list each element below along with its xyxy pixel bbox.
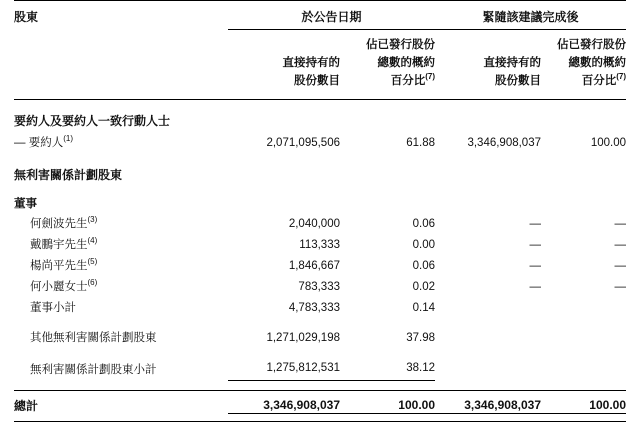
footnote-marker-4: (4) — [87, 236, 98, 246]
footnote-marker-3: (3) — [87, 215, 98, 225]
cell-value — [541, 298, 626, 319]
cell-value: 4,783,333 — [288, 302, 340, 315]
cell-value — [435, 358, 541, 381]
cell-value: 38.12 — [340, 358, 435, 381]
section-heading-disinterested-label: 無利害關係計劃股東 — [14, 168, 123, 183]
cell-value: 0.02 — [412, 281, 435, 294]
cell-value: 100.00 — [590, 137, 626, 150]
cell-value: 783,333 — [298, 281, 340, 294]
footnote-marker-6: (6) — [87, 278, 98, 288]
cell-value: 61.88 — [406, 137, 435, 150]
cell-value: 2,071,095,506 — [266, 137, 340, 150]
cell-value: 1,846,667 — [288, 260, 340, 273]
section-heading-offeror — [14, 100, 626, 133]
table-bottom-rule — [14, 421, 626, 422]
subheader-percent-1: 佔已發行股份 總數的概約 百分比$^{(7)}$ — [366, 39, 435, 87]
cell-value: 1,275,812,531 — [228, 358, 340, 381]
table-row — [14, 256, 626, 277]
footnote-marker-7a: (7) — [425, 71, 435, 81]
cell-value: — — [529, 260, 541, 273]
footnote-marker-7b: (7) — [616, 71, 626, 81]
cell-value: 3,346,908,037 — [228, 391, 340, 416]
row-label-other-disinterested: 其他無利害關係計劃股東 — [30, 331, 157, 344]
subheader-direct-shares-2: 直接持有的 股份數目 — [483, 56, 541, 87]
cell-value: — — [614, 281, 626, 294]
cell-value: 3,346,908,037 — [435, 391, 541, 416]
cell-value: 113,333 — [299, 239, 340, 252]
row-spacer — [14, 381, 626, 390]
cell-value: — — [529, 239, 541, 252]
group-header-after-completion: 緊隨該建議完成後 — [482, 10, 579, 24]
cell-value: 0.00 — [412, 239, 435, 252]
row-label-director-4: 何小麗女士$^{(6)}$ — [30, 278, 98, 294]
subheader-row — [14, 30, 626, 99]
subheader-percent-2: 佔已發行股份 總數的概約 百分比$^{(7)}$ — [557, 39, 626, 87]
cell-value: 37.98 — [406, 331, 435, 344]
footnote-marker-1: (1) — [63, 134, 73, 144]
footnote-marker-5: (5) — [87, 257, 98, 267]
table-row — [14, 328, 626, 349]
cell-value — [435, 298, 541, 319]
table-row — [14, 235, 626, 256]
group-header-announcement-date: 於公告日期 — [301, 10, 362, 24]
table-row — [14, 358, 626, 381]
row-label-director-1: 何劍波先生$^{(3)}$ — [30, 215, 98, 231]
cell-value: 100.00 — [541, 391, 626, 416]
cell-value: 0.06 — [412, 218, 435, 231]
cell-value: 0.06 — [412, 260, 435, 273]
shareholding-table — [14, 0, 626, 422]
column-header-shareholder: 股東 — [14, 10, 39, 24]
table-row — [14, 298, 626, 319]
cell-value: — — [529, 218, 541, 231]
row-label-offeror: — 要約人$^{(1)}$ — [14, 134, 73, 150]
cell-value: — — [614, 239, 626, 252]
subheader-direct-shares-1: 直接持有的 股份數目 — [282, 56, 340, 87]
row-label-director-2: 戴鵬宇先生$^{(4)}$ — [30, 236, 98, 252]
row-spacer — [14, 319, 626, 328]
cell-value — [435, 328, 541, 349]
subsection-heading-directors — [14, 187, 626, 214]
cell-value: 100.00 — [340, 391, 435, 416]
cell-value: 0.14 — [412, 302, 435, 315]
row-spacer — [14, 349, 626, 358]
cell-value — [541, 328, 626, 349]
row-label-director-3: 楊尚平先生$^{(5)}$ — [30, 257, 98, 273]
row-label-directors-subtotal: 董事小計 — [30, 302, 76, 315]
table-row — [14, 133, 626, 154]
total-row — [14, 391, 626, 416]
cell-value: 1,271,029,198 — [266, 331, 340, 344]
cell-value — [541, 358, 626, 381]
cell-value: — — [529, 281, 541, 294]
section-heading-offeror-label: 要約人及要約人一致行動人士 — [14, 114, 171, 129]
cell-value: — — [614, 218, 626, 231]
table-row — [14, 214, 626, 235]
cell-value: 3,346,908,037 — [467, 137, 541, 150]
table-row — [14, 277, 626, 298]
total-label: 總計 — [14, 398, 39, 413]
cell-value: 2,040,000 — [288, 218, 340, 231]
section-heading-disinterested — [14, 154, 626, 187]
row-label-disinterested-subtotal: 無利害關係計劃股東小計 — [30, 363, 157, 376]
cell-value: — — [614, 260, 626, 273]
group-header-row — [14, 1, 626, 29]
subsection-heading-directors-label: 董事 — [14, 198, 37, 211]
